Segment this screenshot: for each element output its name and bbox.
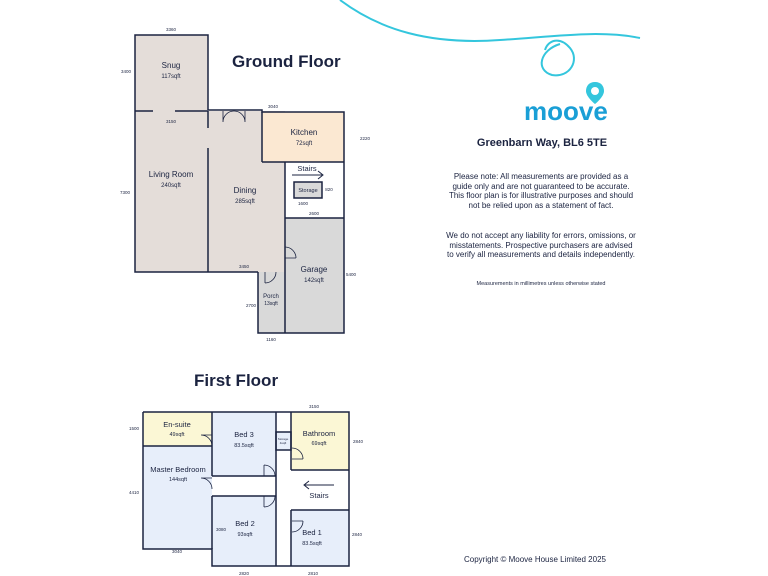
bed3-area: 83.5sqft xyxy=(234,443,254,449)
ensuite-name: En-suite xyxy=(163,420,191,429)
dim-porch-left: 2700 xyxy=(245,303,257,308)
dim-bed1-right: 2840 xyxy=(351,532,363,537)
dim-bed2-bottom: 2820 xyxy=(238,571,250,576)
fstairs-fill xyxy=(291,470,349,510)
dim-ensuite-left: 1500 xyxy=(128,426,140,431)
disclaimer-paragraph-1: Please note: All measurements are provided as a guide only and are not guaranteed to be accurate. This floor plan is for illustrative purposes and should not be relied upon as a statement of fact. xyxy=(448,172,634,210)
first-floor-title: First Floor xyxy=(194,371,279,390)
living-room-name: Living Room xyxy=(148,170,194,179)
dim-porch-bottom: 1160 xyxy=(266,337,276,342)
dim-storage-right: 820 xyxy=(325,187,333,192)
dim-bathroom-right: 2840 xyxy=(352,439,364,444)
copyright-text: Copyright © Moove House Limited 2025 xyxy=(464,555,606,564)
ensuite-area: 49sqft xyxy=(169,432,185,438)
dim-garage-right: 5400 xyxy=(345,272,357,277)
dim-kitchen-top: 3040 xyxy=(267,104,279,109)
garage-name: Garage xyxy=(300,265,328,274)
dim-snug-top: 3360 xyxy=(165,27,177,32)
dim-kitchen-right: 2220 xyxy=(359,136,371,141)
ground-floor-title: Ground Floor xyxy=(232,52,341,71)
fstorage-area: 4sqft xyxy=(279,441,287,445)
dim-bed2-left: 3080 xyxy=(215,527,227,532)
dim-master-left: 4410 xyxy=(128,490,140,495)
dim-living-bottom: 3450 xyxy=(238,264,250,269)
porch-name: Porch xyxy=(263,294,279,300)
storage-label: Storage xyxy=(298,188,318,194)
dim-storage-bottom: 1600 xyxy=(297,201,309,206)
kitchen-name: Kitchen xyxy=(290,128,318,137)
master-area: 144sqft xyxy=(168,477,188,483)
master-fill xyxy=(143,446,212,549)
dim-left-overall: 7300 xyxy=(119,190,131,195)
fstairs-label: Stairs xyxy=(309,491,329,500)
snug-area: 117sqft xyxy=(161,74,181,80)
stairs-label: Stairs xyxy=(297,164,317,173)
fstorage-name: Storage xyxy=(277,437,289,441)
bed2-name: Bed 2 xyxy=(235,519,255,528)
bathroom-name: Bathroom xyxy=(302,429,336,438)
dining-name: Dining xyxy=(233,186,257,195)
snug-name: Snug xyxy=(161,61,181,70)
property-address: Greenbarn Way, BL6 5TE xyxy=(476,137,608,149)
bathroom-area: 69sqft xyxy=(311,441,327,447)
dim-snug-bottom: 3150 xyxy=(165,119,177,124)
dim-garage-top: 2600 xyxy=(308,211,320,216)
dim-bed1-bottom: 2810 xyxy=(307,571,319,576)
bed2-area: 93sqft xyxy=(237,532,253,538)
bed3-name: Bed 3 xyxy=(234,430,254,439)
ensuite-fill xyxy=(143,412,212,446)
living-room-area: 240sqft xyxy=(161,183,181,189)
measurement-unit-note: Measurements in millimetres unless otherwise stated xyxy=(476,281,606,287)
garage-area: 142sqft xyxy=(304,278,324,284)
dim-bathroom-top: 3150 xyxy=(308,404,320,409)
landing-fill xyxy=(212,476,291,496)
disclaimer-paragraph-2: We do not accept any liability for errors, omissions, or misstatements. Prospective purchasers are advised to verify all measurements and details independently. xyxy=(446,231,636,260)
dining-area: 285sqft xyxy=(235,199,255,205)
dim-snug-left: 3400 xyxy=(120,69,132,74)
bed1-name: Bed 1 xyxy=(302,528,322,537)
logo-text: moove xyxy=(524,96,608,126)
bed1-fill xyxy=(291,510,349,566)
porch-area: 13sqft xyxy=(264,301,278,307)
kitchen-area: 72sqft xyxy=(295,141,313,147)
dim-master-bottom: 3040 xyxy=(171,549,183,554)
master-name: Master Bedroom xyxy=(150,465,206,474)
bed1-area: 83.5sqft xyxy=(302,541,322,547)
